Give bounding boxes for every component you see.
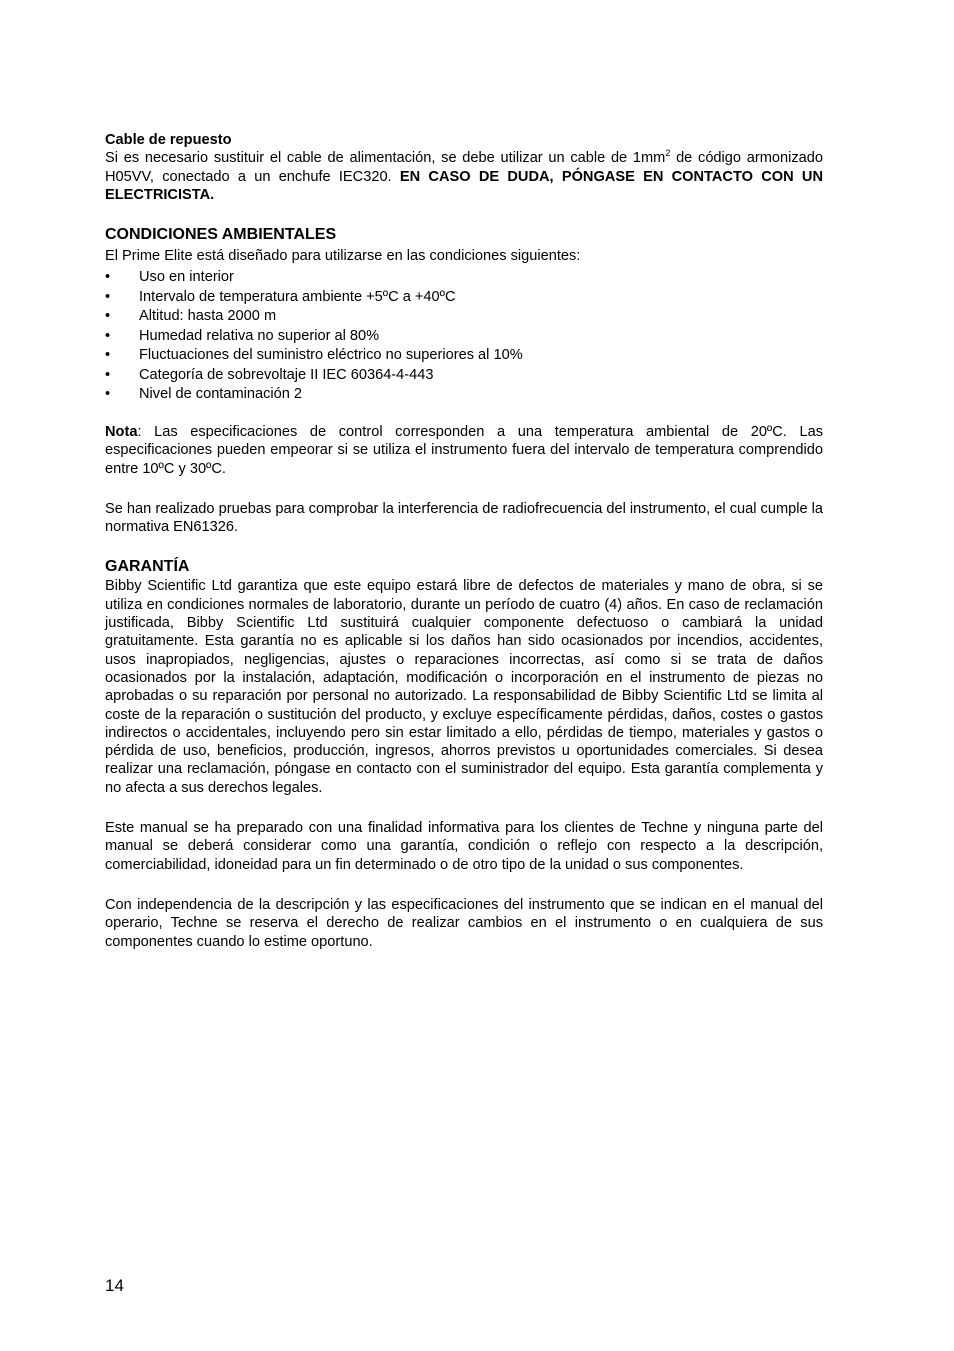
list-item: • Uso en interior [105, 268, 823, 288]
note-label: Nota [105, 423, 138, 440]
list-item: • Fluctuaciones del suministro eléctrico no superiores al 10% [105, 346, 823, 366]
bullet-icon: • [105, 386, 111, 403]
warranty-paragraph-1: Bibby Scientific Ltd garantiza que este equipo estará libre de defectos de materiales y mano de obra, si se utiliza en condiciones normales de laboratorio, durante un período de cuatro (4) años. En caso de reclamación justificada, Bibby Scientific Ltd sustituirá cualquier componente defectuoso o cambiará la unidad gratuitamente. Esta garantía no es aplicable si los daños han sido ocasionados por incendios, accidentes, usos inapropiados, negligencias, ajustes o reparaciones incorrectas, así como si se trata de daños ocasionados por la instalación, adaptación, modificación o incorporación en el instrumento de piezas no aprobadas o su reparación por personal no autorizado. La responsabilidad de Bibby Scientific Ltd se limita al coste de la reparación o sustitución del producto, y excluye específicamente pérdidas, daños, costes o gastos indirectos o accidentales, incluyendo pero sin estar limitado a ello, pérdidas de tiempo, materiales y gastos o pérdida de uso, beneficios, producción, ingresos, ahorros previstos u oportunidades comerciales. Si desea realizar una reclamación, póngase en contacto con el suministrador del equipo. Esta garantía complementa y no afecta a sus derechos legales. [105, 578, 823, 796]
bullet-icon: • [105, 288, 111, 305]
list-item: • Humedad relativa no superior al 80% [105, 327, 823, 347]
bullet-icon: • [105, 308, 111, 325]
rf-paragraph: Se han realizado pruebas para comprobar la interferencia de radiofrecuencia del instrumento, el cual cumple la normativa EN61326. [105, 500, 823, 536]
note-text: : Las especificaciones de control corresponden a una temperatura ambiental de 20ºC. Las especificaciones pueden empeorar si se utiliza el instrumento fuera del intervalo de temperatura comprendido entre 10ºC y 30ºC. [105, 423, 823, 477]
list-item: • Altitud: hasta 2000 m [105, 307, 823, 327]
conditions-intro: El Prime Elite está diseñado para utilizarse en las condiciones siguientes: [105, 248, 581, 265]
warranty-heading: GARANTÍA [105, 558, 190, 576]
list-item: • Categoría de sobrevoltaje II IEC 60364-4-443 [105, 366, 823, 386]
cable-text-a: Si es necesario sustituir el cable de alimentación, se debe utilizar un cable de 1mm [105, 150, 666, 167]
bullet-icon: • [105, 269, 111, 286]
conditions-heading: CONDICIONES AMBIENTALES [105, 226, 337, 244]
cable-paragraph [105, 149, 823, 204]
cable-heading: Cable de repuesto [105, 132, 232, 148]
bullet-icon: • [105, 327, 111, 344]
warranty-paragraph-2: Este manual se ha preparado con una finalidad informativa para los clientes de Techne y ninguna parte del manual se deberá considerar como una garantía, condición o reflejo con respecto a la descripción, comerciabilidad, idoneidad para un fin determinado o de otro tipo de la unidad o sus componentes. [105, 820, 823, 873]
cable-warning: EN CASO DE DUDA, PÓNGASE EN CONTACTO CON UN ELECTRICISTA. [105, 168, 823, 203]
cable-superscript: 2 [665, 148, 671, 159]
warranty-paragraph-3: Con independencia de la descripción y las especificaciones del instrumento que se indican en el manual del operario, Techne se reserva el derecho de realizar cambios en el instrumento o en cualquiera de sus componentes cuando lo estime oportuno. [105, 896, 823, 950]
note-paragraph [105, 423, 823, 478]
bullet-icon: • [105, 347, 111, 364]
list-item: • Nivel de contaminación 2 [105, 385, 823, 405]
conditions-list [105, 268, 823, 405]
cable-text-b: de código armonizado H05VV, conectado a un enchufe IEC320. [105, 150, 823, 185]
page-number: 14 [105, 1276, 124, 1295]
bullet-icon: • [105, 366, 111, 383]
document-body [105, 131, 823, 951]
list-item: • Intervalo de temperatura ambiente +5ºC a +40ºC [105, 288, 823, 308]
